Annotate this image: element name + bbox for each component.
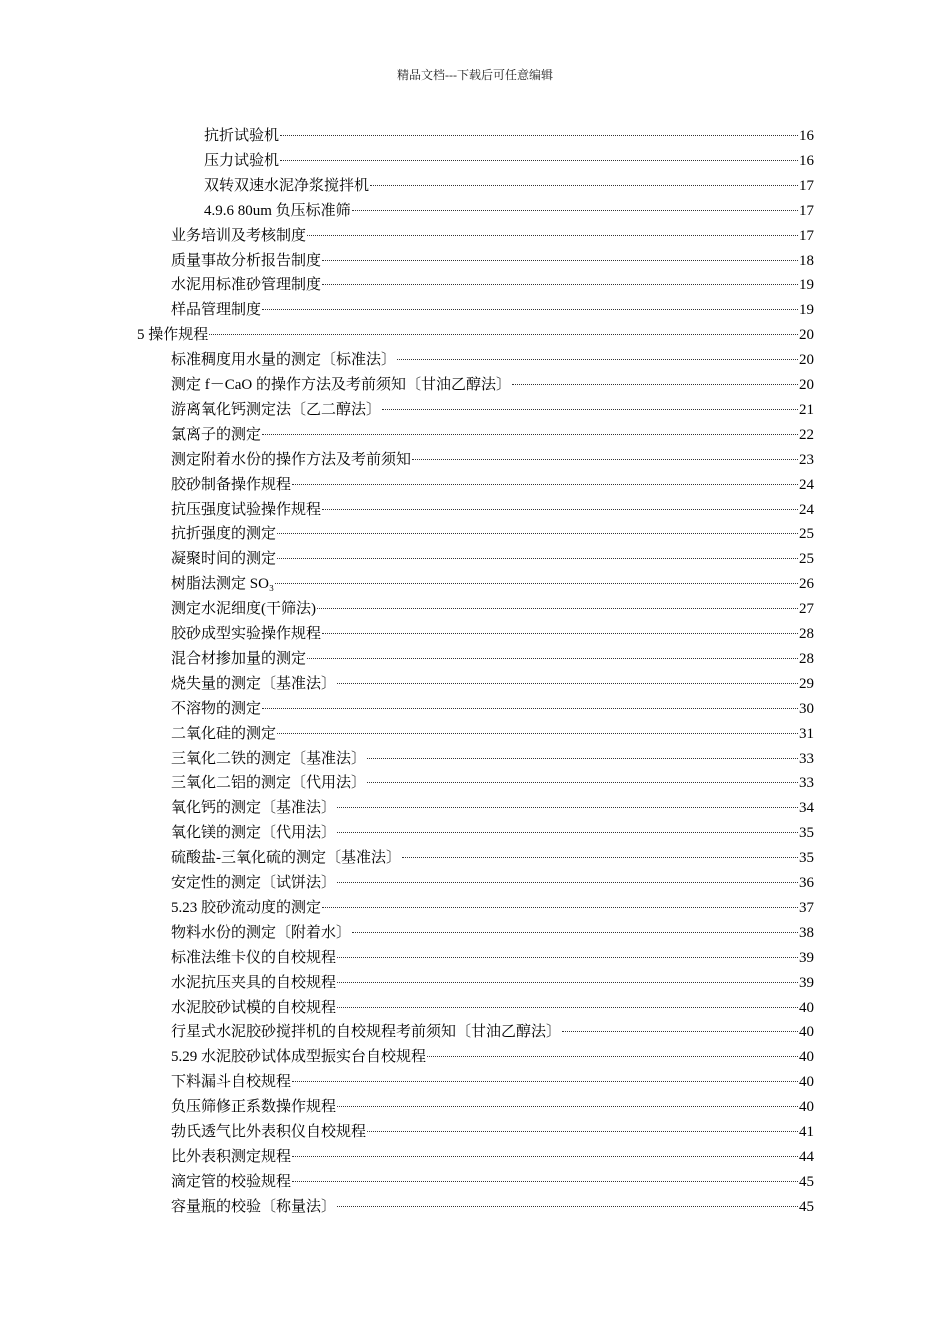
- dot-leader: [262, 434, 798, 435]
- toc-entry[interactable]: [0, 423, 814, 447]
- toc-entry-page-number: 16: [799, 128, 814, 144]
- toc-entry[interactable]: [0, 996, 814, 1020]
- dot-leader: [307, 658, 798, 659]
- toc-entry-title: 4.9.6 80um 负压标准筛: [204, 202, 351, 219]
- toc-entry-title: 三氧化二铁的测定〔基准法〕: [171, 750, 367, 767]
- toc-entry-title: 质量事故分析报告制度: [171, 252, 322, 269]
- toc-entry-title: 氧化钙的测定〔基准法〕: [171, 800, 337, 817]
- toc-entry[interactable]: [0, 771, 814, 795]
- toc-entry[interactable]: [0, 1045, 814, 1069]
- toc-entry[interactable]: [0, 522, 814, 546]
- toc-entry-title: 水泥胶砂试模的自校规程: [171, 999, 337, 1016]
- toc-entry-title: 混合材掺加量的测定: [171, 650, 307, 667]
- toc-entry[interactable]: [0, 871, 814, 895]
- toc-entry-page-number: 24: [799, 476, 814, 493]
- toc-entry-page-number: 19: [799, 277, 814, 294]
- toc-entry-title: 不溶物的测定: [171, 700, 262, 717]
- toc-entry-title: 硫酸盐-三氧化硫的测定〔基准法〕: [171, 850, 401, 867]
- dot-leader: [280, 160, 798, 161]
- dot-leader: [262, 708, 798, 709]
- toc-entry-page-number: 17: [799, 177, 814, 194]
- toc-entry-title: 标准稠度用水量的测定〔标准法〕: [171, 352, 397, 369]
- dot-leader: [337, 807, 798, 808]
- toc-entry-page-number: 39: [799, 974, 814, 991]
- dot-leader: [209, 334, 798, 335]
- toc-entry-page-number: 16: [799, 152, 814, 169]
- toc-entry-title: 勃氏透气比外表积仪自校规程: [171, 1124, 367, 1140]
- toc-entry-title: 胶砂成型实验操作规程: [171, 626, 322, 642]
- toc-entry-title: 抗折试验机: [204, 128, 280, 144]
- dot-leader: [367, 782, 798, 783]
- dot-leader: [307, 235, 798, 236]
- toc-entry-title: 树脂法测定 SO₃: [171, 576, 275, 593]
- toc-entry[interactable]: [0, 622, 814, 646]
- dot-leader: [337, 882, 798, 883]
- dot-leader: [337, 683, 798, 684]
- dot-leader: [322, 907, 798, 908]
- dot-leader: [275, 583, 798, 584]
- toc-entry-page-number: 17: [799, 202, 814, 219]
- toc-entry-page-number: 34: [799, 800, 814, 817]
- toc-entry-page-number: 41: [799, 1124, 814, 1140]
- toc-entry-page-number: 33: [799, 775, 814, 792]
- toc-entry-title: 5.23 胶砂流动度的测定: [171, 899, 322, 916]
- toc-entry[interactable]: [0, 249, 814, 273]
- toc-entry-title: 5 操作规程: [137, 327, 209, 344]
- toc-entry-title: 业务培训及考核制度: [171, 227, 307, 244]
- toc-entry-title: 负压筛修正系数操作规程: [171, 1099, 337, 1116]
- dot-leader: [352, 210, 798, 211]
- dot-leader: [367, 1131, 798, 1132]
- toc-entry-page-number: 26: [799, 576, 814, 593]
- toc-entry-page-number: 19: [799, 302, 814, 319]
- toc-entry[interactable]: [0, 796, 814, 820]
- toc-entry[interactable]: [0, 174, 814, 198]
- toc-entry-page-number: 28: [799, 650, 814, 667]
- toc-entry[interactable]: [0, 921, 814, 945]
- toc-entry-title: 容量瓶的校验〔称量法〕: [171, 1198, 337, 1215]
- toc-entry-page-number: 44: [799, 1148, 814, 1165]
- toc-entry-page-number: 39: [799, 949, 814, 966]
- toc-entry[interactable]: [0, 1120, 814, 1144]
- toc-entry[interactable]: [0, 298, 814, 322]
- dot-leader: [402, 857, 798, 858]
- toc-entry-title: 标准法维卡仪的自校规程: [171, 949, 337, 966]
- toc-entry-page-number: 40: [799, 1099, 814, 1116]
- toc-entry[interactable]: [0, 896, 814, 920]
- toc-entry[interactable]: [0, 473, 814, 497]
- page-header: 精品文档---下载后可任意编辑: [397, 68, 553, 82]
- toc-entry[interactable]: [0, 1020, 814, 1044]
- toc-entry[interactable]: [0, 722, 814, 746]
- toc-entry-page-number: 28: [799, 626, 814, 642]
- dot-leader: [322, 633, 798, 634]
- dot-leader: [337, 832, 798, 833]
- dot-leader: [280, 135, 798, 136]
- toc-entry[interactable]: [0, 971, 814, 995]
- toc-entry-page-number: 45: [799, 1198, 814, 1215]
- toc-entry[interactable]: [0, 124, 814, 148]
- toc-entry[interactable]: [0, 747, 814, 771]
- toc-entry-title: 样品管理制度: [171, 302, 262, 319]
- toc-entry-title: 水泥用标准砂管理制度: [171, 277, 322, 294]
- dot-leader: [412, 459, 798, 460]
- dot-leader: [337, 1007, 798, 1008]
- dot-leader: [277, 558, 798, 559]
- toc-entry[interactable]: [0, 323, 814, 347]
- dot-leader: [262, 309, 798, 310]
- toc-entry-title: 滴定管的校验规程: [171, 1173, 292, 1190]
- toc-entry[interactable]: [0, 1095, 814, 1119]
- toc-entry-title: 三氧化二铝的测定〔代用法〕: [171, 775, 367, 792]
- toc-entry[interactable]: [0, 821, 814, 845]
- dot-leader: [337, 957, 798, 958]
- toc-entry[interactable]: [0, 149, 814, 173]
- dot-leader: [337, 1106, 798, 1107]
- toc-entry[interactable]: [0, 1145, 814, 1169]
- dot-leader: [337, 1206, 798, 1207]
- toc-entry-page-number: 20: [799, 352, 814, 369]
- dot-leader: [292, 1181, 798, 1182]
- toc-entry-page-number: 40: [799, 1049, 814, 1066]
- toc-entry[interactable]: [0, 846, 814, 870]
- toc-entry-title: 氯离子的测定: [171, 426, 262, 443]
- toc-entry-title: 测定水泥细度(干筛法): [171, 601, 316, 618]
- dot-leader: [292, 1156, 798, 1157]
- dot-leader: [337, 982, 798, 983]
- toc-entry[interactable]: [0, 597, 814, 621]
- dot-leader: [382, 409, 798, 410]
- toc-entry-title: 胶砂制备操作规程: [171, 476, 292, 493]
- toc-entry-page-number: 37: [799, 899, 814, 916]
- toc-entry-page-number: 35: [799, 825, 814, 842]
- dot-leader: [352, 932, 798, 933]
- toc-entry-page-number: 23: [799, 451, 814, 468]
- toc-entry-page-number: 17: [799, 227, 814, 244]
- toc-entry[interactable]: [0, 647, 814, 671]
- toc-entry-page-number: 27: [799, 601, 814, 618]
- toc-entry-page-number: 21: [799, 401, 814, 418]
- toc-entry-page-number: 40: [799, 1074, 814, 1091]
- toc-entry-page-number: 30: [799, 700, 814, 717]
- toc-entry[interactable]: [0, 547, 814, 571]
- toc-entry-page-number: 33: [799, 750, 814, 767]
- toc-entry[interactable]: [0, 498, 814, 522]
- toc-entry-title: 行星式水泥胶砂搅拌机的自校规程考前须知〔甘油乙醇法〕: [171, 1024, 562, 1041]
- toc-entry-title: 测定 f－CaO 的操作方法及考前须知〔甘油乙醇法〕: [171, 377, 511, 393]
- toc-entry-page-number: 29: [799, 675, 814, 692]
- toc-entry-title: 比外表积测定规程: [171, 1148, 292, 1165]
- toc-entry-title: 安定性的测定〔试饼法〕: [171, 875, 337, 891]
- dot-leader: [317, 608, 798, 609]
- toc-entry[interactable]: [0, 373, 814, 397]
- toc-entry[interactable]: [0, 1195, 814, 1219]
- toc-entry-title: 5.29 水泥胶砂试体成型振实台自校规程: [171, 1049, 427, 1066]
- toc-entry-title: 游离氧化钙测定法〔乙二醇法〕: [171, 401, 382, 418]
- toc-entry-page-number: 24: [799, 501, 814, 518]
- toc-entry-page-number: 40: [799, 999, 814, 1016]
- toc-entry-title: 凝聚时间的测定: [171, 551, 277, 568]
- toc-entry[interactable]: [0, 946, 814, 970]
- dot-leader: [562, 1031, 798, 1032]
- toc-entry[interactable]: [0, 572, 814, 596]
- toc-entry-title: 下料漏斗自校规程: [171, 1074, 292, 1091]
- toc-entry-page-number: 18: [799, 252, 814, 269]
- toc-entry-page-number: 25: [799, 551, 814, 568]
- toc-entry-title: 物料水份的测定〔附着水〕: [171, 924, 352, 941]
- toc-entry-title: 压力试验机: [204, 152, 280, 169]
- toc-entry-title: 测定附着水份的操作方法及考前须知: [171, 451, 412, 468]
- toc-entry-page-number: 25: [799, 526, 814, 543]
- toc-entry[interactable]: [0, 273, 814, 297]
- toc-entry[interactable]: [0, 1070, 814, 1094]
- dot-leader: [367, 758, 798, 759]
- toc-entry-title: 氧化镁的测定〔代用法〕: [171, 825, 337, 842]
- dot-leader: [427, 1056, 798, 1057]
- dot-leader: [512, 384, 798, 385]
- toc-entry-title: 抗折强度的测定: [171, 526, 277, 543]
- toc-entry[interactable]: [0, 697, 814, 721]
- toc-entry-title: 二氧化硅的测定: [171, 725, 277, 742]
- toc-entry[interactable]: [0, 348, 814, 372]
- dot-leader: [322, 284, 798, 285]
- dot-leader: [277, 733, 798, 734]
- toc-entry-page-number: 38: [799, 924, 814, 941]
- toc-entry-page-number: 31: [799, 725, 814, 742]
- dot-leader: [322, 260, 798, 261]
- toc-entry-page-number: 20: [799, 377, 814, 393]
- toc-entry-title: 水泥抗压夹具的自校规程: [171, 974, 337, 991]
- toc-entry-page-number: 45: [799, 1173, 814, 1190]
- toc-entry-page-number: 20: [799, 327, 814, 344]
- dot-leader: [292, 484, 798, 485]
- toc-entry[interactable]: [0, 224, 814, 248]
- toc-entry-page-number: 36: [799, 875, 814, 891]
- dot-leader: [277, 533, 798, 534]
- toc-entry[interactable]: [0, 672, 814, 696]
- toc-entry-page-number: 35: [799, 850, 814, 867]
- toc-entry[interactable]: [0, 199, 814, 223]
- toc-entry-title: 双转双速水泥净浆搅拌机: [204, 177, 370, 194]
- dot-leader: [292, 1081, 798, 1082]
- toc-entry-page-number: 22: [799, 426, 814, 443]
- toc-entry[interactable]: [0, 398, 814, 422]
- toc-entry-title: 烧失量的测定〔基准法〕: [171, 675, 337, 692]
- toc-entry-title: 抗压强度试验操作规程: [171, 501, 322, 518]
- toc-entry[interactable]: [0, 448, 814, 472]
- dot-leader: [322, 509, 798, 510]
- dot-leader: [370, 185, 798, 186]
- dot-leader: [397, 359, 798, 360]
- toc-entry[interactable]: [0, 1170, 814, 1194]
- toc-entry-page-number: 40: [799, 1024, 814, 1041]
